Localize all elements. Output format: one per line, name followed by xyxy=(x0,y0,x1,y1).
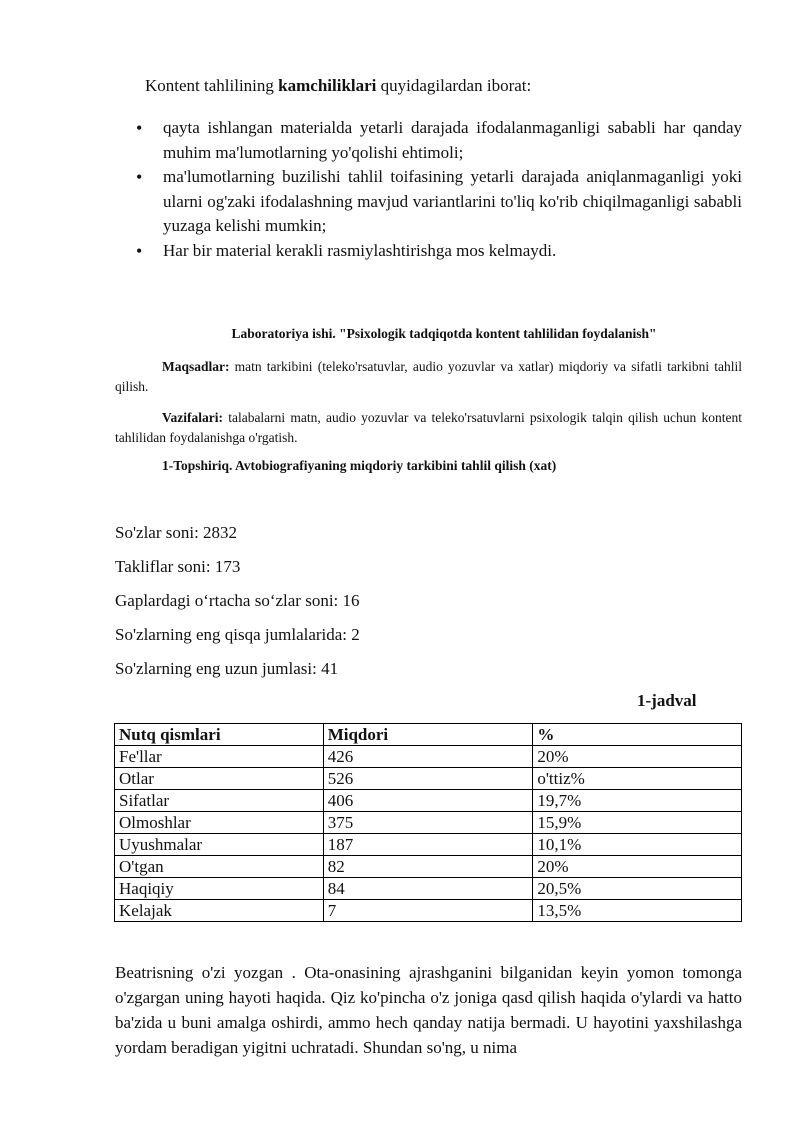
column-header: Miqdori xyxy=(323,724,533,746)
table-cell: Olmoshlar xyxy=(115,812,324,834)
table-row xyxy=(115,900,742,922)
table-caption: 1-jadval xyxy=(637,691,697,710)
intro-line xyxy=(145,76,531,96)
list-item: • Har bir material kerakli rasmiylashtirishga mos kelmaydi. xyxy=(136,239,742,264)
assignment-heading: 1-Topshiriq. Avtobiografiyaning miqdoriy tarkibini tahlil qilish (xat) xyxy=(162,458,557,473)
table-cell: 187 xyxy=(323,834,533,856)
table-row xyxy=(115,790,742,812)
table-cell: 84 xyxy=(323,878,533,900)
stat-sentence-count: Takliflar soni: 173 xyxy=(115,557,241,576)
table-cell: O'tgan xyxy=(115,856,324,878)
stat-longest-sentence: So'zlarning eng uzun jumlasi: 41 xyxy=(115,659,339,678)
goals-label: Maqsadlar: xyxy=(162,359,230,374)
stat-average-words: Gaplardagi o‘rtacha so‘zlar soni: 16 xyxy=(115,591,360,610)
story-paragraph: Beatrisning o'zi yozgan . Ota-onasining ajrashganini bilganidan keyin yomon tomonga o'zgargan uning hayoti haqida. Qiz ko'pincha o'z joniga qasd qilish haqida o'ylardi va hatto ba'zida u buni amalga oshirdi, ammo hech qanday natija bermadi. U hayotini yaxshilashga yordam beradigan yigitni uchratadi. Shundan so'ng, u nima xyxy=(115,963,742,1057)
table-cell: 406 xyxy=(323,790,533,812)
table-cell: o'ttiz% xyxy=(533,768,742,790)
table-row xyxy=(115,878,742,900)
table-cell: Kelajak xyxy=(115,900,324,922)
table-header-row xyxy=(115,724,742,746)
table-row xyxy=(115,768,742,790)
table-cell: 82 xyxy=(323,856,533,878)
list-item: • qayta ishlangan materialda yetarli darajada ifodalanmaganligi sababli har qanday muhim ma'lumotlarning yo'qolishi ehtimoli; xyxy=(136,116,742,165)
table-cell: 20,5% xyxy=(533,878,742,900)
table-cell: Haqiqiy xyxy=(115,878,324,900)
table-cell: 19,7% xyxy=(533,790,742,812)
table-row xyxy=(115,812,742,834)
table-cell: 526 xyxy=(323,768,533,790)
parts-of-speech-table xyxy=(114,723,742,922)
goals-paragraph xyxy=(115,357,742,397)
table-cell: Uyushmalar xyxy=(115,834,324,856)
intro-prefix: Kontent tahlilining xyxy=(145,76,279,95)
table-cell: 426 xyxy=(323,746,533,768)
drawbacks-list xyxy=(136,116,742,263)
tasks-text: talabalarni matn, audio yozuvlar va teleko'rsatuvlarni psixologik talqin qilish uchun kontent tahlilidan foydalanishga o'rgatish. xyxy=(115,410,742,445)
table-row xyxy=(115,856,742,878)
list-item: • ma'lumotlarning buzilishi tahlil toifasining yetarli darajada aniqlanmaganligi yoki ularni og'zaki ifodalashning mavjud variantlarini to'liq ko'rib chiqilmaganligi sababli yuzaga kelishi mumkin; xyxy=(136,165,742,239)
goals-text: matn tarkibini (teleko'rsatuvlar, audio yozuvlar va xatlar) miqdoriy va sifatli tarkibni tahlil qilish. xyxy=(115,359,742,394)
table-cell: 375 xyxy=(323,812,533,834)
lab-title: Laboratoriya ishi. "Psixologik tadqiqotda kontent tahlilidan foydalanish" xyxy=(231,326,657,341)
table-cell: 20% xyxy=(533,856,742,878)
table-cell: Sifatlar xyxy=(115,790,324,812)
intro-suffix: quyidagilardan iborat: xyxy=(376,76,532,95)
table-cell: Otlar xyxy=(115,768,324,790)
table-cell: 10,1% xyxy=(533,834,742,856)
stat-word-count: So'zlar soni: 2832 xyxy=(115,523,238,542)
tasks-paragraph xyxy=(115,408,742,448)
table-row xyxy=(115,834,742,856)
intro-bold: kamchiliklari xyxy=(278,76,377,95)
table-cell: 20% xyxy=(533,746,742,768)
stat-shortest-sentence: So'zlarning eng qisqa jumlalarida: 2 xyxy=(115,625,360,644)
table-cell: 7 xyxy=(323,900,533,922)
table-row xyxy=(115,746,742,768)
column-header: % xyxy=(533,724,742,746)
column-header: Nutq qismlari xyxy=(115,724,324,746)
tasks-label: Vazifalari: xyxy=(162,410,223,425)
table-cell: Fe'llar xyxy=(115,746,324,768)
table-cell: 15,9% xyxy=(533,812,742,834)
table-cell: 13,5% xyxy=(533,900,742,922)
